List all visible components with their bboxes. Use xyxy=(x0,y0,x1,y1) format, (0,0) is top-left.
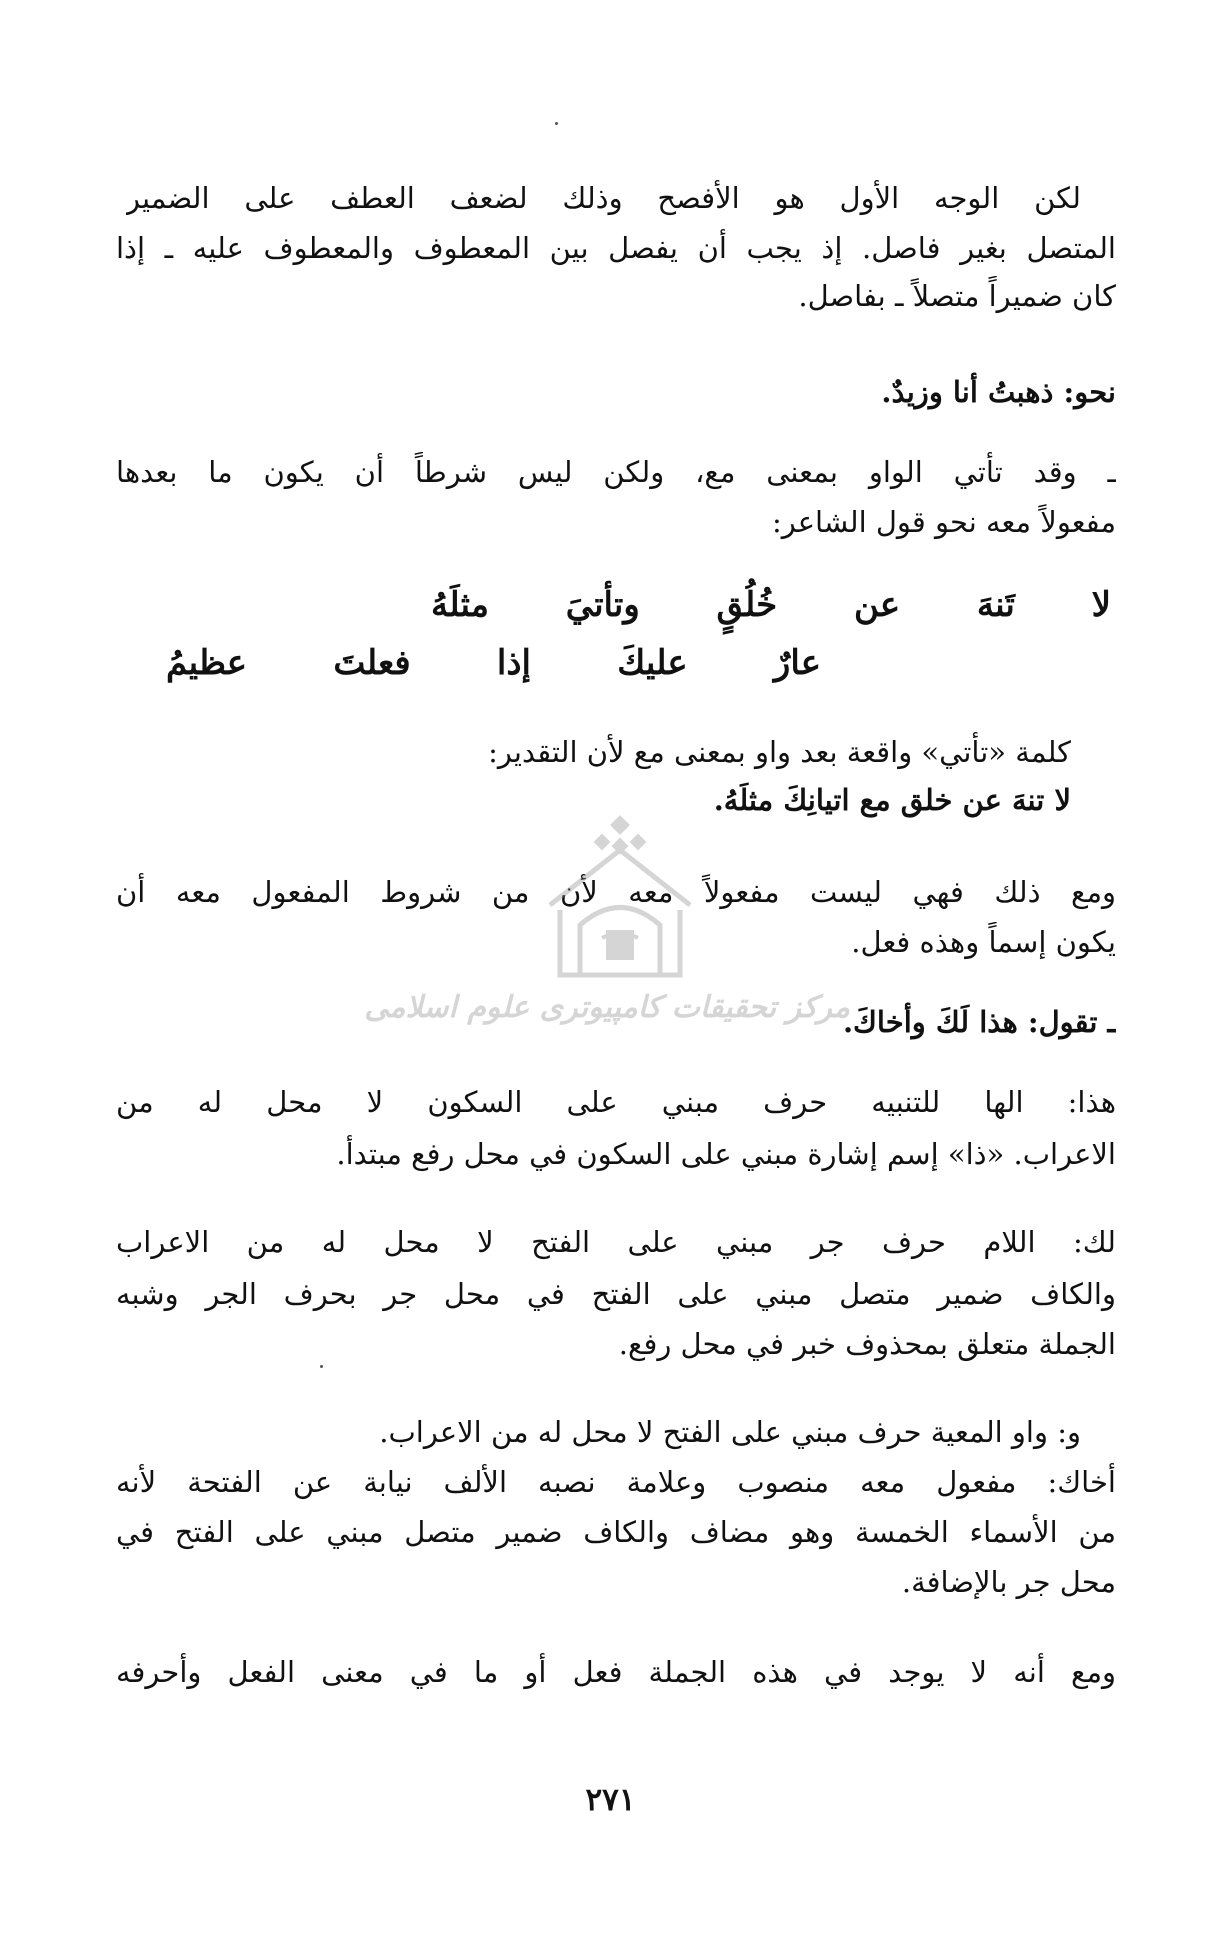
text-line: من الأسماء الخمسة وهو مضاف والكاف ضمير متصل مبني على الفتح في xyxy=(116,1515,1116,1549)
text-line: كلمة «تأتي» واقعة بعد واو بمعنى مع لأن التقدير: xyxy=(488,735,1071,769)
poem-hemistich-2: عارٌ عليكَ إذا فعلتَ عظيمُ xyxy=(166,643,821,683)
poem-hemistich-1: لا تَنهَ عن خُلُقٍ وتأتيَ مثلَهُ xyxy=(431,585,1111,625)
scan-speck xyxy=(555,122,558,125)
text-line: أخاك: مفعول معه منصوب وعلامة نصبه الألف نيابة عن الفتحة لأنه xyxy=(116,1465,1116,1499)
example-line: نحو: ذهبتُ أنا وزيدٌ. xyxy=(881,375,1116,409)
watermark-text: مركز تحقیقات کامپیوتری علوم اسلامی xyxy=(364,990,850,1025)
text-line: المتصل بغير فاصل. إذ يجب أن يفصل بين المعطوف والمعطوف عليه ـ إذا xyxy=(116,231,1116,265)
text-line: محل جر بالإضافة. xyxy=(901,1565,1116,1599)
text-line: الجملة متعلق بمحذوف خبر في محل رفع. xyxy=(618,1327,1116,1361)
page-number: ٢٧١ xyxy=(585,1782,636,1818)
text-line: و: واو المعية حرف مبني على الفتح لا محل له من الاعراب. xyxy=(379,1415,1081,1449)
text-line: لك: اللام حرف جر مبني على الفتح لا محل له من الاعراب xyxy=(116,1225,1116,1259)
watermark-logo xyxy=(530,810,710,995)
text-line: كان ضميراً متصلاً ـ بفاصل. xyxy=(798,279,1116,313)
example-line: ـ تقول: هذا لَكَ وأخاكَ. xyxy=(842,1005,1116,1039)
text-line: لكن الوجه الأول هو الأفصح وذلك لضعف العطف على الضمير xyxy=(126,181,1081,215)
example-line: لا تنهَ عن خلق مع اتيانِكَ مثلَهُ. xyxy=(713,783,1071,817)
text-line: يكون إسماً وهذه فعل. xyxy=(851,925,1116,959)
text-line: والكاف ضمير متصل مبني على الفتح في محل جر بحرف الجر وشبه xyxy=(116,1277,1116,1311)
text-line: الاعراب. «ذا» إسم إشارة مبني على السكون في محل رفع مبتدأ. xyxy=(336,1137,1116,1171)
text-line: ومع أنه لا يوجد في هذه الجملة فعل أو ما في معنى الفعل وأحرفه xyxy=(116,1655,1116,1689)
text-line: مفعولاً معه نحو قول الشاعر: xyxy=(771,505,1116,539)
text-line: هذا: الها للتنبيه حرف مبني على السكون لا محل له من xyxy=(116,1085,1116,1119)
scan-speck xyxy=(320,1365,323,1368)
text-line: ومع ذلك فهي ليست مفعولاً معه لأن من شروط المفعول معه أن xyxy=(116,875,1116,909)
text-line: ـ وقد تأتي الواو بمعنى مع، ولكن ليس شرطاً أن يكون ما بعدها xyxy=(116,455,1116,489)
